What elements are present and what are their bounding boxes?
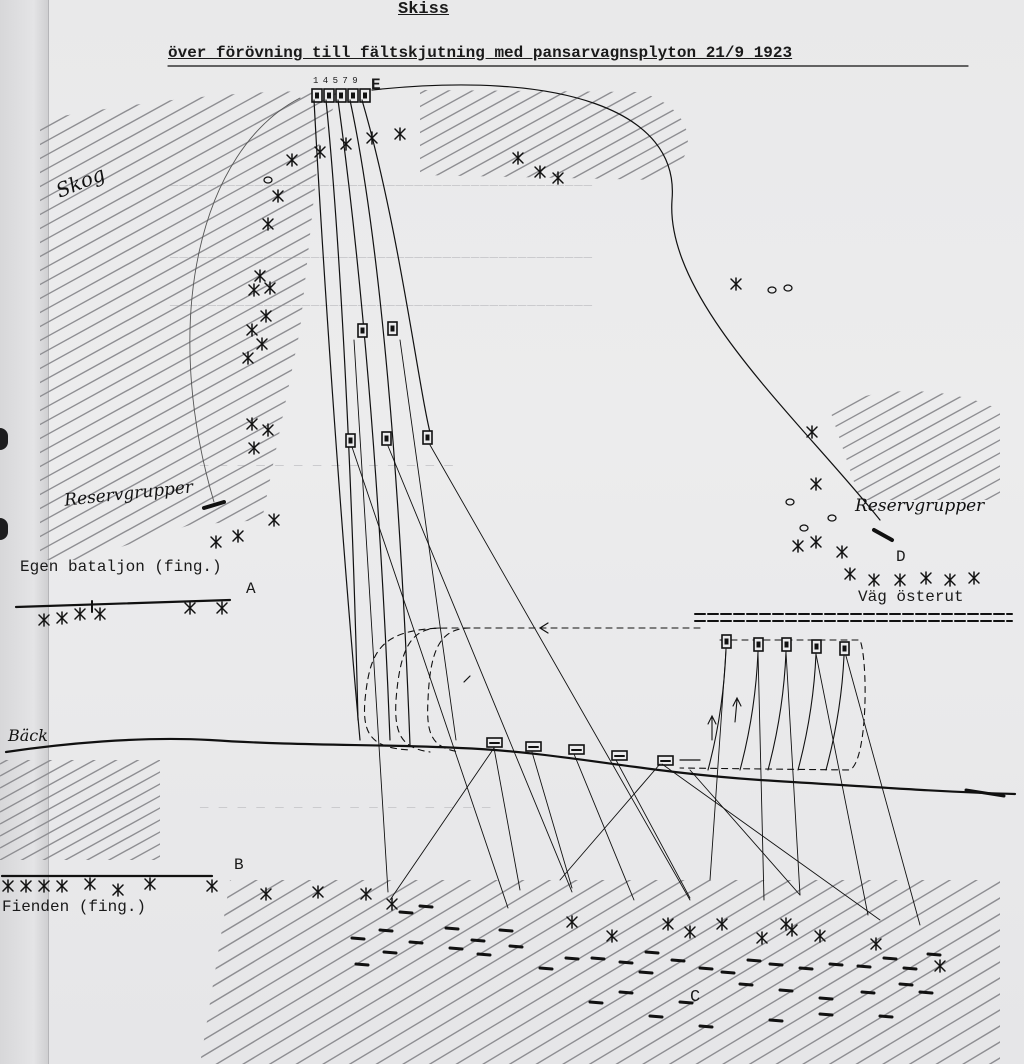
hatch-stroke: [30, 72, 350, 248]
enemy-mark: [380, 930, 392, 931]
mg-circle: [264, 177, 272, 183]
hatch-stroke: [200, 1052, 1010, 1064]
hatch-stroke: [410, 129, 710, 294]
document-page: ――――――――――――――――――――――――――――――――――――――――――――― ――――――――――――――――――――――――――――――――――――――――――――― ――――――――――――――――――――――――――――――――――――――――――――― ― ― ― ― ― ― ― ― ― ― ― ― ― ― ― ― ― ― ― ― ― ― ― ― ― ― ― ― ― ― Skiss över förövning till fältskjutning med pansarvagnsplyton 21/9 1923 Skog Reservgrupper Reservgrupper Bäck Egen bataljon (fing.) Fienden (fing.) Väg österut 1 4 5 7 9 E A B C D: [0, 0, 1024, 1064]
soldier-mark: [945, 574, 955, 586]
own-battalion-line: [16, 600, 230, 607]
mg-circle: [786, 499, 794, 505]
hatch-stroke: [410, 116, 710, 281]
hatch-stroke: [30, 142, 350, 318]
soldier-mark: [207, 880, 217, 892]
hatch-stroke: [820, 474, 1010, 579]
point-a-label: A: [246, 580, 256, 598]
enemy-mark: [770, 964, 782, 965]
soldier-mark: [871, 938, 881, 950]
line-of-fire: [354, 340, 388, 892]
soldier-mark: [85, 878, 95, 890]
hatch-stroke: [200, 636, 1010, 1064]
tank-turret: [426, 435, 430, 441]
enemy-mark: [478, 954, 490, 955]
line-of-fire: [710, 650, 726, 880]
soldier-mark: [263, 424, 273, 436]
soldier-mark: [845, 568, 855, 580]
soldier-mark: [815, 930, 825, 942]
line-of-fire: [390, 748, 494, 900]
mg-circle: [784, 285, 792, 291]
hatch-stroke: [820, 292, 1010, 397]
soldier-mark: [21, 880, 31, 892]
tank-track-right: [740, 652, 758, 770]
point-b-label: B: [234, 856, 244, 874]
hatch-stroke: [200, 716, 1010, 1064]
soldier-mark: [717, 918, 727, 930]
enemy-mark: [566, 958, 578, 959]
arrow-up: [708, 716, 716, 740]
hatch-stroke: [200, 588, 1010, 1064]
line-of-fire: [662, 764, 880, 920]
tank-turret: [391, 326, 395, 332]
hatch-stroke: [410, 12, 710, 177]
tank-symbol: [487, 738, 502, 747]
hatch-stroke: [200, 556, 1010, 1042]
sketch-subtitle: över förövning till fältskjutning med pansarvagnsplyton 21/9 1923: [168, 44, 793, 62]
forest-hatching-left: [30, 0, 350, 766]
enemy-mark: [590, 1002, 602, 1003]
hatch-stroke: [30, 2, 350, 178]
enemy-mark: [446, 928, 458, 929]
enemy-mark: [356, 964, 368, 965]
enemy-mark: [650, 1016, 662, 1017]
route-e-to-reserve: [190, 98, 300, 502]
soldier-mark: [387, 898, 397, 910]
hatch-stroke: [30, 562, 350, 738]
tank-turret: [757, 642, 761, 648]
hatch-stroke: [820, 318, 1010, 423]
tank-symbol: [812, 640, 821, 653]
hatch-stroke: [410, 142, 710, 307]
hatch-stroke: [410, 90, 710, 255]
tank-track-3: [338, 100, 390, 740]
enemy-mark: [884, 958, 896, 959]
hatch-stroke: [30, 0, 350, 136]
tank-symbol: [526, 742, 541, 751]
hatch-stroke: [200, 1020, 1010, 1064]
tank-turret: [327, 93, 331, 99]
hatch-stroke: [410, 168, 710, 333]
soldier-mark: [793, 540, 803, 552]
hatch-stroke: [200, 540, 1010, 1026]
tank-turret: [349, 438, 353, 444]
hatch-stroke: [410, 0, 710, 73]
hatch-stroke: [820, 370, 1010, 475]
enemy-mark: [592, 958, 604, 959]
soldier-mark: [361, 888, 371, 900]
enemy-mark: [384, 952, 396, 953]
soldier-mark: [249, 284, 259, 296]
line-of-fire: [846, 656, 920, 925]
hatch-stroke: [410, 38, 710, 203]
soldier-mark: [367, 132, 377, 144]
enemy-label: Fienden (fing.): [2, 898, 147, 916]
soldier-mark: [269, 514, 279, 526]
mg-circle: [768, 287, 776, 293]
forest-hatching-right: [820, 266, 1010, 618]
soldier-mark: [75, 608, 85, 620]
hatch-stroke: [820, 383, 1010, 488]
tank-symbol: [569, 745, 584, 754]
enemy-mark: [472, 940, 484, 941]
enemy-mark: [672, 960, 684, 961]
hatch-stroke: [200, 444, 1010, 930]
hatch-stroke: [200, 876, 1010, 1064]
enemy-mark: [780, 990, 792, 991]
lower-left-hatching: [0, 647, 170, 969]
soldier-mark: [935, 960, 945, 972]
hatch-stroke: [200, 572, 1010, 1058]
hatch-stroke: [200, 668, 1010, 1064]
hatch-stroke: [820, 305, 1010, 410]
tank-turret: [843, 646, 847, 652]
soldier-mark: [731, 278, 741, 290]
enemy-mark: [540, 968, 552, 969]
hatch-stroke: [820, 344, 1010, 449]
enemy-mark: [928, 954, 940, 955]
soldier-mark: [211, 536, 221, 548]
soldier-mark: [685, 926, 695, 938]
tank-symbol: [382, 432, 391, 445]
dashed-loop-outer: [365, 628, 700, 750]
soldier-mark: [781, 918, 791, 930]
enemy-mark: [500, 930, 512, 931]
soldier-mark: [807, 426, 817, 438]
soldier-mark: [3, 880, 13, 892]
hatch-stroke: [200, 700, 1010, 1064]
hatch-stroke: [200, 1036, 1010, 1064]
enemy-mark: [830, 964, 842, 965]
hatch-stroke: [30, 0, 350, 80]
line-of-fire: [758, 652, 764, 900]
hatch-stroke: [820, 357, 1010, 462]
soldier-mark: [811, 536, 821, 548]
soldier-mark: [261, 888, 271, 900]
tank-turret: [385, 436, 389, 442]
soldier-mark: [287, 154, 297, 166]
soldier-mark: [185, 602, 195, 614]
enemy-mark: [858, 966, 870, 967]
sketch-title: Skiss: [398, 0, 450, 19]
hatch-stroke: [200, 956, 1010, 1064]
tank-symbol: [346, 434, 355, 447]
line-of-fire: [532, 752, 572, 888]
tank-track-5: [362, 100, 432, 440]
hatch-stroke: [30, 128, 350, 304]
soldier-mark: [113, 884, 123, 896]
line-of-fire: [400, 340, 456, 740]
soldier-mark: [217, 602, 227, 614]
soldier-mark: [57, 880, 67, 892]
hatch-stroke: [410, 181, 710, 346]
soldier-mark: [273, 190, 283, 202]
own-battalion-label: Egen bataljon (fing.): [20, 558, 222, 576]
enemy-mark: [410, 942, 422, 943]
hatch-stroke: [30, 226, 350, 402]
soldier-mark: [313, 886, 323, 898]
hatch-stroke: [0, 767, 170, 861]
hatch-stroke: [820, 435, 1010, 540]
hatch-stroke: [30, 366, 350, 542]
soldier-mark: [567, 916, 577, 928]
hatch-stroke: [200, 780, 1010, 1064]
soldier-mark: [395, 128, 405, 140]
enemy-mark: [800, 968, 812, 969]
hatch-stroke: [30, 380, 350, 556]
soldier-mark: [811, 478, 821, 490]
hatch-stroke: [410, 51, 710, 216]
enemy-mark: [880, 1016, 892, 1017]
tank-numbers: 1 4 5 7 9: [313, 76, 358, 86]
hatch-stroke: [410, 0, 710, 138]
hatch-stroke: [30, 0, 350, 150]
enemy-mark: [420, 906, 432, 907]
enemy-mark: [820, 1014, 832, 1015]
hatch-stroke: [820, 266, 1010, 371]
hatch-stroke: [0, 815, 170, 909]
soldier-mark: [257, 338, 267, 350]
enemy-mark: [900, 984, 912, 985]
hatch-stroke: [200, 380, 1010, 866]
hatch-stroke: [200, 812, 1010, 1064]
hatch-stroke: [820, 331, 1010, 436]
line-of-fire: [494, 748, 520, 890]
tank-symbol: [388, 322, 397, 335]
enemy-mark: [646, 952, 658, 953]
tank-symbol: [840, 642, 849, 655]
hatch-stroke: [0, 707, 170, 801]
soldier-mark: [265, 282, 275, 294]
hatch-stroke: [30, 506, 350, 682]
soldier-mark: [553, 172, 563, 184]
soldier-mark: [39, 614, 49, 626]
hatch-stroke: [410, 103, 710, 268]
tank-turret: [339, 93, 343, 99]
soldier-mark: [263, 218, 273, 230]
enemy-mark: [400, 912, 412, 913]
enemy-mark: [722, 972, 734, 973]
hatch-stroke: [200, 988, 1010, 1064]
enemy-mark: [770, 1020, 782, 1021]
soldier-mark: [57, 612, 67, 624]
enemy-mark: [740, 984, 752, 985]
hatch-stroke: [30, 436, 350, 612]
enemy-mark: [920, 992, 932, 993]
point-e-label: E: [371, 76, 381, 94]
soldier-mark: [757, 932, 767, 944]
soldier-mark: [233, 530, 243, 542]
soldier-mark: [921, 572, 931, 584]
tank-symbol: [612, 751, 627, 760]
arrow-up: [733, 698, 741, 722]
soldier-mark: [145, 878, 155, 890]
enemy-mark: [748, 960, 760, 961]
hatch-stroke: [410, 64, 710, 229]
mg-circle: [800, 525, 808, 531]
enemy-mark: [510, 946, 522, 947]
reserve-groups-right-label: Reservgrupper: [855, 496, 985, 516]
hatch-stroke: [0, 755, 170, 849]
hatch-stroke: [30, 450, 350, 626]
soldier-mark: [869, 574, 879, 586]
tank-track-2: [326, 100, 358, 720]
road-east-label: Väg österut: [858, 588, 964, 606]
hatch-stroke: [200, 924, 1010, 1064]
hatch-stroke: [410, 194, 710, 359]
tank-turret: [815, 644, 819, 650]
soldier-mark: [247, 324, 257, 336]
hatch-stroke: [820, 396, 1010, 501]
hatch-stroke: [30, 114, 350, 290]
enemy-mark: [620, 992, 632, 993]
tank-route-to-d: [372, 85, 880, 520]
enemy-mark: [862, 992, 874, 993]
hatch-stroke: [0, 779, 170, 873]
reserve-marker: [874, 530, 892, 540]
forest-label: Skog: [52, 161, 109, 203]
tank-track-right: [708, 649, 726, 770]
line-of-fire: [690, 770, 800, 895]
hatch-stroke: [30, 0, 350, 164]
enemy-mark: [620, 962, 632, 963]
hatch-stroke: [200, 604, 1010, 1064]
hatch-stroke: [410, 77, 710, 242]
soldier-mark: [247, 418, 257, 430]
soldier-mark: [837, 546, 847, 558]
mg-circle: [828, 515, 836, 521]
hatch-stroke: [200, 844, 1010, 1064]
soldier-mark: [243, 352, 253, 364]
hatch-stroke: [30, 16, 350, 192]
soldier-mark: [341, 138, 351, 150]
tank-track-right: [826, 656, 844, 770]
soldier-mark: [895, 574, 905, 586]
enemy-mark: [820, 998, 832, 999]
reserve-groups-left-label: Reservgrupper: [63, 477, 194, 511]
track-tick: [464, 676, 470, 682]
tank-symbol: [423, 431, 432, 444]
hatch-stroke: [0, 743, 170, 837]
hatch-stroke: [200, 908, 1010, 1064]
tank-turret: [363, 93, 367, 99]
hatch-stroke: [410, 0, 710, 125]
line-of-fire: [616, 760, 690, 898]
hatch-stroke: [200, 652, 1010, 1064]
dashed-loop-inner-1: [396, 628, 440, 752]
point-d-label: D: [896, 548, 906, 566]
hatch-stroke: [200, 492, 1010, 978]
enemy-mark: [904, 968, 916, 969]
tank-track-right: [768, 652, 786, 770]
enemy-mark: [352, 938, 364, 939]
soldier-mark: [969, 572, 979, 584]
hatch-stroke: [820, 279, 1010, 384]
hatch-stroke: [200, 460, 1010, 946]
line-of-fire: [430, 445, 690, 900]
enemy-mark: [450, 948, 462, 949]
line-of-fire: [786, 652, 800, 895]
tank-turret: [351, 93, 355, 99]
point-c-label: C: [690, 988, 701, 1007]
hatch-stroke: [30, 492, 350, 668]
enemy-mark: [700, 968, 712, 969]
hatch-stroke: [410, 0, 710, 86]
tank-symbol: [782, 638, 791, 651]
soldier-mark: [255, 270, 265, 282]
tank-symbol: [358, 324, 367, 337]
tank-symbol: [754, 638, 763, 651]
tank-track-right: [798, 654, 816, 770]
hatch-stroke: [30, 58, 350, 234]
tank-turret: [361, 328, 365, 334]
soldier-mark: [95, 608, 105, 620]
hatch-stroke: [0, 791, 170, 885]
enemy-mark: [700, 1026, 712, 1027]
stream-label: Bäck: [8, 726, 48, 745]
tank-turret: [725, 639, 729, 645]
tank-turret: [315, 93, 319, 99]
enemy-mark: [640, 972, 652, 973]
hatch-stroke: [200, 732, 1010, 1064]
hatch-stroke: [200, 412, 1010, 898]
soldier-mark: [39, 880, 49, 892]
hatch-stroke: [30, 282, 350, 458]
tank-symbol: [722, 635, 731, 648]
hatch-stroke: [410, 0, 710, 164]
tank-track-1: [314, 100, 360, 740]
tank-turret: [785, 642, 789, 648]
